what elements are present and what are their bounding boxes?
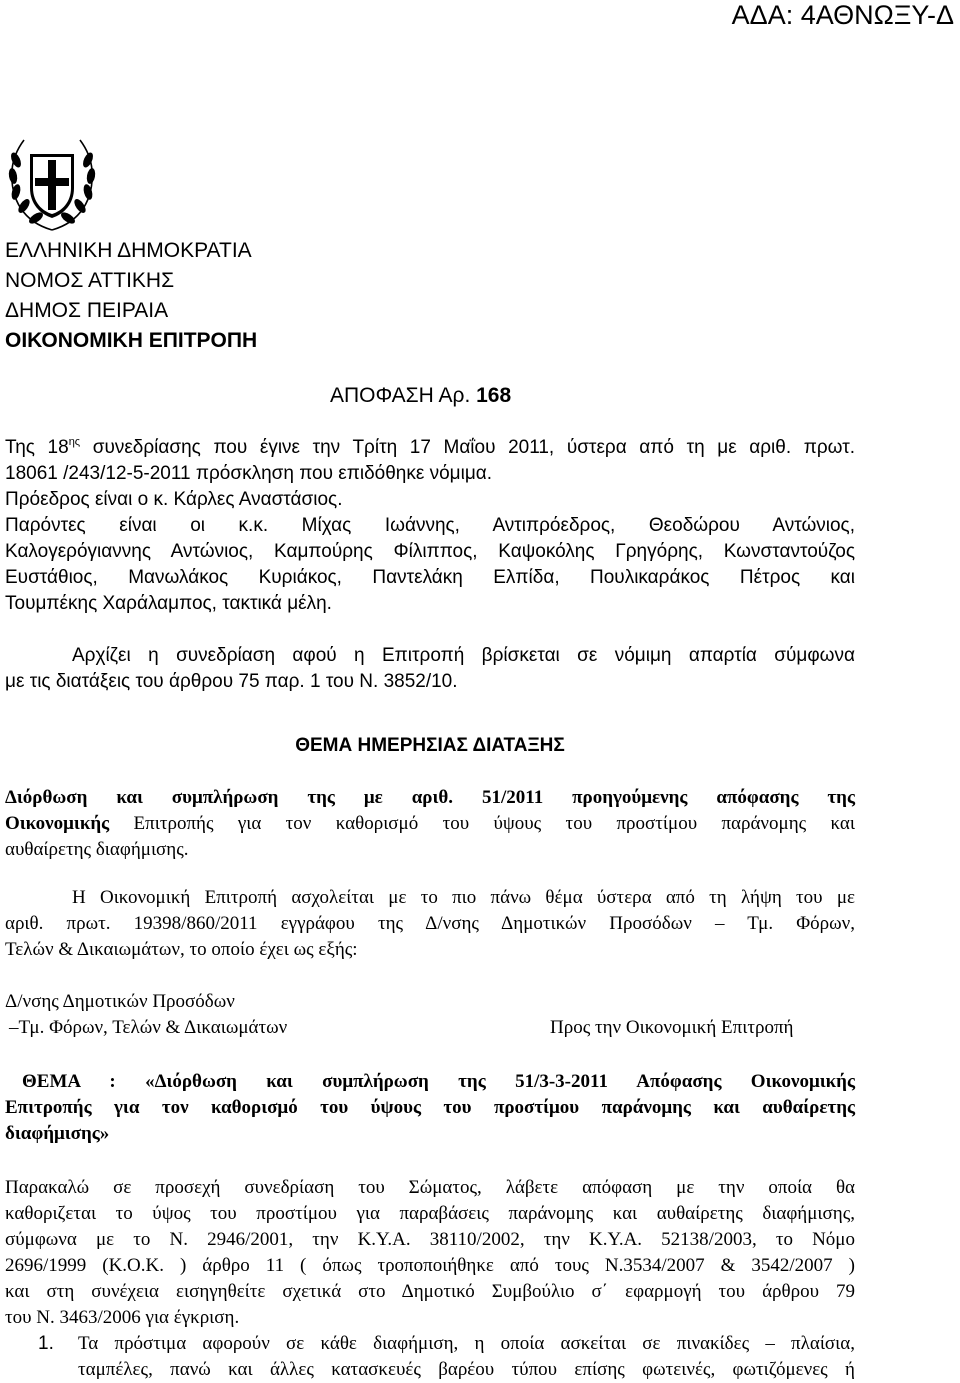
theme-line-1: ΘΕΜΑ : «Διόρθωση και συμπλήρωση της 51/3-3-2011 Απόφασης Οικονομικής — [22, 1071, 855, 1092]
theme-line-3: διαφήμισης» — [5, 1123, 110, 1144]
intro-line-6: Ευστάθιος, Μανωλάκος Κυριάκος, Παντελάκη Ελπίδα, Πουλικαράκος Πέτρος και — [5, 567, 855, 588]
intro-session-text: συνεδρίασης που έγινε την Τρίτη 17 Μαΐου 2011, ύστερα από τη με αριθ. πρωτ. — [80, 437, 855, 458]
intro-session-ordinal: Της 18 — [5, 437, 69, 458]
intro-line-5: Καλογερόγιαννης Αντώνιος, Καμπούρης Φίλιππος, Καψοκόλης Γρηγόρης, Κωνσταντούζος — [5, 541, 855, 562]
body-line-3: Τελών & Δικαιωμάτων, το οποίο έχει ως εξής: — [5, 939, 358, 960]
theme-line-2: Επιτροπής για τον καθορισμό του ύψους του προστίμου παράνομης και αυθαίρετης — [5, 1097, 855, 1118]
item-line-2: ταμπέλες, πανώ και άλλες κατασκευές βαρέου τύπου επίσης φωτεινές, φωτιζόμενες ή — [78, 1359, 855, 1380]
decision-title — [330, 381, 511, 411]
intro-line-7: Τουμπέκης Χαράλαμπος, τακτικά μέλη. — [5, 593, 332, 614]
agenda-title: ΘΕΜΑ ΗΜΕΡΗΣΙΑΣ ΔΙΑΤΑΞΗΣ — [295, 735, 565, 756]
request-line-5: και στη συνέχεια εισηγηθείτε σχετικά στο Δημοτικό Συμβούλιο σ΄ εφαρμογή του άρθρου 79 — [5, 1281, 855, 1302]
intro-line-3: Πρόεδρος είναι ο κ. Κάρλες Αναστάσιος. — [5, 489, 343, 510]
issuer-header — [5, 236, 257, 356]
decision-number: 168 — [476, 384, 512, 407]
intro-line-4: Παρόντες είναι οι κ.κ. Μίχας Ιωάννης, Αντιπρόεδρος, Θεοδώρου Αντώνιος, — [5, 515, 855, 536]
sender-line-1: Δ/νσης Δημοτικών Προσόδων — [5, 991, 235, 1012]
header-municipality: ΔΗΜΟΣ ΠΕΙΡΑΙΑ — [5, 299, 169, 322]
decision-label: ΑΠΟΦΑΣΗ Αρ. — [330, 384, 477, 407]
request-line-6: του Ν. 3463/2006 για έγκριση. — [5, 1307, 240, 1328]
header-prefecture: ΝΟΜΟΣ ΑΤΤΙΚΗΣ — [5, 269, 175, 292]
item-number: 1. — [38, 1333, 54, 1354]
subject-bold-word: Οικονομικής — [5, 813, 110, 834]
item-line-1: Τα πρόστιμα αφορούν σε κάθε διαφήμιση, η οποία ασκείται σε πινακίδες – πλαίσια, — [78, 1333, 855, 1354]
quorum-line-2: με τις διατάξεις του άρθρου 75 παρ. 1 του Ν. 3852/10. — [5, 671, 458, 692]
body-line-1: Η Οικονομική Επιτροπή ασχολείται με το πιο πάνω θέμα ύστερα από τη λήψη του με — [72, 887, 855, 908]
ada-code: ΑΔΑ: 4ΑΘΝΩΞΥ-Δ — [731, 0, 954, 30]
header-republic: ΕΛΛΗΝΙΚΗ ΔΗΜΟΚΡΑΤΙΑ — [5, 239, 252, 262]
request-line-4: 2696/1999 (Κ.Ο.Κ. ) άρθρο 11 ( όπως τροποποιήθηκε από τους Ν.3534/2007 & 3542/2007 ) — [5, 1255, 855, 1276]
sender-line-2: –Τμ. Φόρων, Τελών & Δικαιωμάτων — [9, 1017, 288, 1038]
intro-line-1 — [5, 435, 855, 461]
intro-ordinal-suffix: ης — [68, 436, 81, 448]
subject-line-1: Διόρθωση και συμπλήρωση της με αριθ. 51/2011 προηγούμενης απόφασης της — [5, 787, 855, 808]
body-line-2: αριθ. πρωτ. 19398/860/2011 εγγράφου της Δ/νσης Δημοτικών Προσόδων – Τμ. Φόρων, — [5, 913, 855, 934]
subject-line-2-text: Επιτροπής για τον καθορισμό του ύψους του προστίμου παράνομης και — [109, 813, 855, 834]
greek-coat-of-arms-icon — [4, 130, 100, 235]
intro-line-2: 18061 /243/12-5-2011 πρόσκληση που επιδόθηκε νόμιμα. — [5, 463, 493, 484]
recipient: Προς την Οικονομική Επιτροπή — [550, 1017, 794, 1038]
request-line-1: Παρακαλώ σε προσεχή συνεδρίαση του Σώματος, λάβετε απόφαση με την οποία θα — [5, 1177, 855, 1198]
quorum-line-1: Αρχίζει η συνεδρίαση αφού η Επιτροπή βρίσκεται σε νόμιμη απαρτία σύμφωνα — [72, 645, 855, 666]
subject-line-3: αυθαίρετης διαφήμισης. — [5, 839, 189, 860]
request-line-3: σύμφωνα με το Ν. 2946/2001, την Κ.Υ.Α. 38110/2002, την Κ.Υ.Α. 52138/2003, το Νόμο — [5, 1229, 855, 1250]
subject-line-2 — [5, 811, 855, 837]
request-line-2: καθοριζεται το ύψος του προστίμου για παραβάσεις παράνομης και αυθαίρετης διαφήμισης, — [5, 1203, 855, 1224]
header-committee: ΟΙΚΟΝΟΜΙΚΗ ΕΠΙΤΡΟΠΗ — [5, 329, 258, 352]
